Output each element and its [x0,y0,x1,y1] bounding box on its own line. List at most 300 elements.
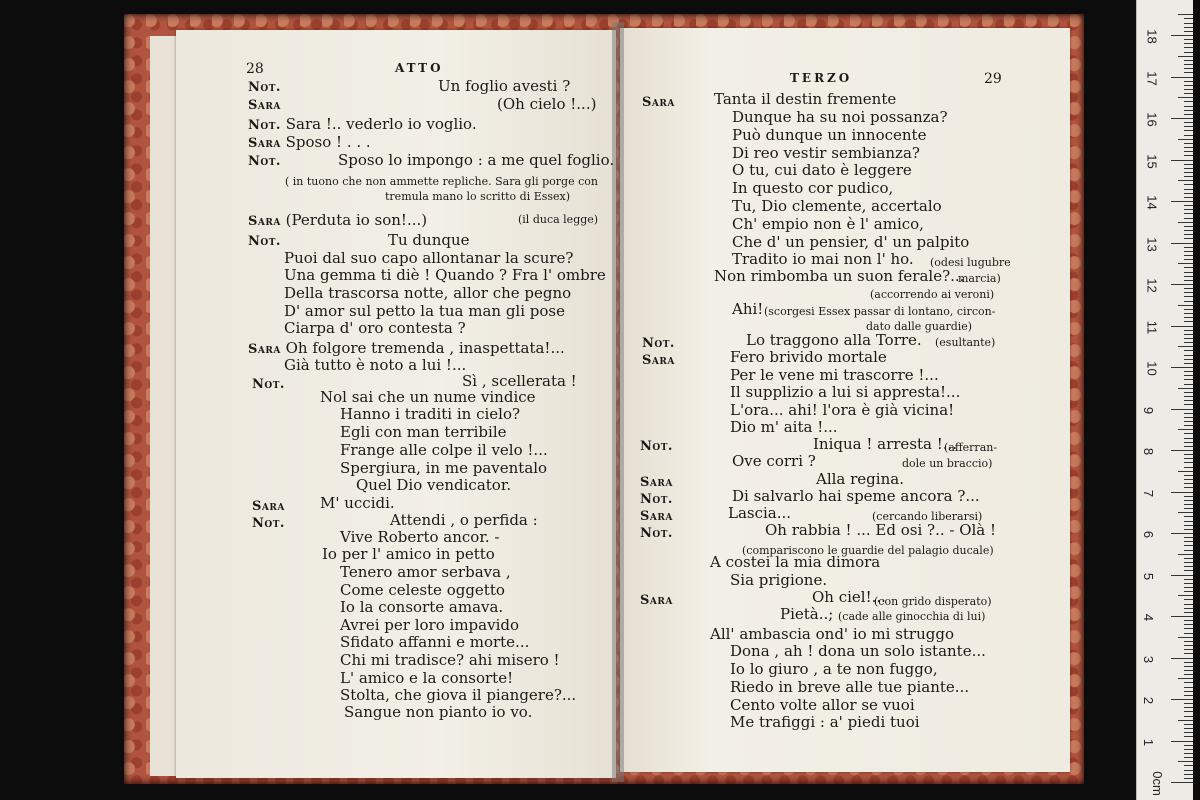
ruler-tick [1178,139,1193,140]
verse-line [340,529,499,546]
ruler-number: 16 [1144,112,1160,127]
ruler-tick [1184,330,1193,331]
ruler-tick [1184,72,1193,73]
speaker-name: Not. [252,377,285,392]
verse-line [340,617,519,634]
ruler-tick [1184,288,1193,289]
ruler-tick [1178,56,1193,57]
ruler-number: 13 [1144,236,1160,252]
ruler-number: 15 [1144,153,1160,169]
stage-direction-text: (odesi lugubre [930,256,1011,269]
verse-text: Avrei per loro impavido [340,616,519,634]
speaker-name: Sara [252,499,285,514]
ruler-tick [1184,400,1193,401]
stage-direction [838,607,985,625]
verse-line [284,303,565,320]
verse-text: Per le vene mi trascorre !... [730,366,939,384]
ruler-tick [1184,172,1193,173]
ruler-tick [1184,653,1193,654]
ruler-tick [1184,413,1193,414]
verse-line [732,453,816,470]
stage-direction [902,454,992,472]
verse-line [732,145,920,162]
ruler-tick [1178,554,1193,555]
right-page-header: TERZO [790,71,853,85]
verse-text: Me trafiggi : a' piedi tuoi [730,713,920,731]
ruler-tick [1184,147,1193,148]
ruler-tick [1171,699,1193,700]
ruler-tick [1184,433,1193,434]
ruler-number: 5 [1141,572,1157,580]
ruler-tick [1184,545,1193,546]
ruler-tick [1184,562,1193,563]
ruler-tick [1184,126,1193,127]
book-gutter [612,22,624,782]
ruler-tick [1184,645,1193,646]
ruler-tick [1184,234,1193,235]
ruler-tick [1184,649,1193,650]
ruler-number: 3 [1141,655,1157,663]
ruler-tick [1184,454,1193,455]
verse-text: Come celeste oggetto [340,581,505,599]
ruler-number: 12 [1144,278,1160,293]
ruler-tick [1184,404,1193,405]
ruler-tick [1171,77,1193,78]
stage-direction-text: (con grido disperato) [874,595,992,608]
verse-text: Riedo in breve alle tue piante... [730,678,970,696]
verse-text: Dio m' aita !... [730,418,838,436]
ruler-tick [1171,284,1193,285]
verse-text: Puoi dal suo capo allontanar la scure? [284,249,574,267]
ruler-tick [1184,774,1193,775]
ruler-tick [1184,695,1193,696]
verse-text: All' ambascia ond' io mi struggo [710,625,954,643]
verse-line [248,152,281,170]
stage-direction-text: (il duca legge) [518,213,599,226]
verse-text: Ove corri ? [732,452,816,470]
verse-line [710,626,954,643]
ruler-tick [1184,251,1193,252]
ruler-tick [1184,628,1193,629]
ruler-tick [1178,678,1193,679]
ruler-tick [1184,39,1193,40]
speaker-name: Not. [248,154,281,169]
verse-line [248,96,281,114]
ruler-tick [1184,425,1193,426]
stage-direction-text: dato dalle guardie) [866,320,973,333]
speaker-name: Sara [642,353,675,368]
ruler-tick [1171,409,1193,410]
verse-line [338,152,614,169]
verse-line [340,582,505,599]
ruler-tick [1178,305,1193,306]
verse-line [642,334,675,352]
ruler-tick [1184,770,1193,771]
ruler-tick [1184,313,1193,314]
verse-text: Dunque ha su noi possanza? [732,108,948,126]
ruler-tick [1184,703,1193,704]
speaker-name: Not. [640,439,673,454]
ruler-tick [1184,728,1193,729]
ruler-tick [1184,579,1193,580]
verse-line [340,442,548,459]
verse-line [732,162,912,179]
verse-text: Io per l' amico in petto [322,545,495,563]
ruler-tick [1178,388,1193,389]
verse-line [732,198,942,215]
stage-direction-text: (scorgesi Essex passar di lontano, circon- [764,305,996,318]
ruler-tick [1184,135,1193,136]
ruler-tick [1178,14,1193,15]
ruler-tick [1184,27,1193,28]
verse-line [642,351,675,369]
ruler-tick [1184,753,1193,754]
verse-line [340,687,576,704]
ruler-tick [1171,201,1193,202]
ruler-number: 8 [1141,447,1157,456]
verse-line [730,349,887,366]
ruler-tick [1184,43,1193,44]
ruler-tick [1184,566,1193,567]
ruler-tick [1171,492,1193,493]
ruler-tick [1171,450,1193,451]
verse-text: Tu dunque [388,231,470,249]
verse-text: Io lo giuro , a te non fuggo, [730,660,938,678]
ruler-tick [1184,110,1193,111]
verse-line [340,652,560,669]
verse-line [732,488,980,505]
verse-line [765,522,996,539]
verse-text: Spergiura, in me paventalo [340,459,548,477]
verse-text: Sì , scellerata ! [462,372,577,390]
ruler-tick [1184,496,1193,497]
verse-line [340,460,547,477]
ruler-tick [1184,238,1193,239]
verse-line [730,661,938,678]
verse-text: Frange alle colpe il velo !... [340,441,548,459]
ruler-tick [1184,184,1193,185]
ruler-tick [1184,624,1193,625]
ruler-tick [1171,533,1193,534]
stage-direction-text: (cercando liberarsi) [872,510,983,523]
ruler-tick [1184,226,1193,227]
verse-text: Non rimbomba un suon ferale?... [714,267,965,285]
ruler-number: 11 [1144,320,1160,334]
ruler-tick [1171,782,1193,783]
ruler-tick [1184,31,1193,32]
verse-line [730,679,969,696]
ruler-tick [1184,164,1193,165]
ruler-tick [1184,666,1193,667]
ruler-tick [1184,301,1193,302]
speaker-name: Sara [640,475,673,490]
verse-line [340,634,529,651]
verse-text: Della trascorsa notte, allor che pegno [284,284,572,302]
verse-text: Il supplizio a lui si appresta!... [730,383,961,401]
ruler-tick [1184,309,1193,310]
ruler-tick [1184,662,1193,663]
ruler-number: 0cm [1149,771,1165,796]
speaker-name: Sara [248,98,281,113]
verse-line [438,78,570,95]
verse-text: Alla regina. [816,470,904,488]
stage-direction [935,333,995,351]
ruler-tick [1184,363,1193,364]
verse-line [813,436,957,453]
ruler-tick [1184,583,1193,584]
stage-direction-text: (esultante) [935,336,996,349]
verse-line [732,301,763,318]
ruler-tick [1184,475,1193,476]
ruler-tick [1184,558,1193,559]
ruler-tick [1184,674,1193,675]
ruler-tick [1184,570,1193,571]
verse-text: Di salvarlo hai speme ancora ?... [732,487,980,505]
verse-line [714,268,964,285]
ruler-tick [1184,525,1193,526]
ruler-tick [1184,711,1193,712]
ruler-tick [1184,504,1193,505]
verse-line [732,180,893,197]
verse-line [640,437,673,455]
verse-text: Tu, Dio clemente, accertalo [732,197,942,215]
verse-text: Che d' un pensier, d' un palpito [732,233,970,251]
verse-line [248,232,281,250]
ruler-tick [1184,189,1193,190]
verse-text: Vive Roberto ancor. - [340,528,500,546]
ruler-tick [1184,334,1193,335]
ruler-tick [1184,438,1193,439]
verse-line [730,714,920,731]
ruler-tick [1184,687,1193,688]
ruler-tick [1171,367,1193,368]
verse-line [284,320,466,337]
ruler-tick [1184,68,1193,69]
ruler-tick [1184,765,1193,766]
ruler-tick [1184,396,1193,397]
ruler-tick [1184,272,1193,273]
speaker-name: Sara [248,342,281,357]
verse-text: Tanta il destin fremente [714,90,897,108]
verse-text: Attendi , o perfida : [390,511,538,529]
stage-direction-text: (afferran- [944,441,998,454]
verse-text: In questo cor pudico, [732,179,894,197]
verse-line [640,524,673,542]
ruler-tick [1184,587,1193,588]
verse-line [780,606,833,623]
ruler-tick [1184,724,1193,725]
ruler-tick [1184,757,1193,758]
ruler-tick [1184,375,1193,376]
ruler-tick [1184,23,1193,24]
verse-text: Ch' empio non è l' amico, [732,215,924,233]
ruler-tick [1184,417,1193,418]
ruler-tick [1184,52,1193,53]
verse-text: Già tutto è noto a lui !... [284,356,467,374]
verse-text: Sangue non pianto io vo. [344,703,533,721]
verse-text: Ahi! [732,300,764,318]
ruler-tick [1184,778,1193,779]
ruler-tick [1184,550,1193,551]
verse-text: Quel Dio vendicator. [356,476,512,494]
ruler-number: 18 [1144,29,1160,44]
verse-line [730,643,986,660]
verse-line [816,471,904,488]
ruler-tick [1184,317,1193,318]
verse-line [390,512,538,529]
verse-line [248,134,371,152]
verse-text: Fero brivido mortale [730,348,887,366]
speaker-name: Sara [640,593,673,608]
verse-text: Tradito io mai non l' ho. [732,250,914,268]
verse-line [732,109,948,126]
verse-text: Sfidato affanni e morte... [340,633,530,651]
ruler-tick [1184,620,1193,621]
verse-line [730,384,960,401]
verse-text: Sposo ! . . . [285,133,371,151]
ruler-tick [1178,222,1193,223]
ruler-tick [1171,160,1193,161]
verse-line [388,232,470,249]
ruler-tick [1184,93,1193,94]
verse-text: Sara !.. vederlo io voglio. [285,115,477,133]
verse-text: Sposo lo impongo : a me quel foglio. [338,151,615,169]
ruler-tick [1184,267,1193,268]
ruler-tick [1184,591,1193,592]
ruler-tick [1184,130,1193,131]
ruler-tick [1184,106,1193,107]
verse-line [640,507,673,525]
ruler-tick [1184,745,1193,746]
ruler-tick [1184,230,1193,231]
verse-line [732,234,969,251]
ruler-tick [1184,205,1193,206]
verse-text: Di reo vestir sembianza? [732,144,920,162]
verse-line [710,554,880,571]
ruler-tick [1171,658,1193,659]
verse-line [642,93,675,111]
stage-direction-text: tremula mano lo scritto di Essex) [385,190,571,203]
ruler-tick [1184,670,1193,671]
verse-text: (Oh cielo !...) [497,95,597,113]
verse-text: Ciarpa d' oro contesta ? [284,319,466,337]
ruler-tick [1171,35,1193,36]
verse-text: Chi mi tradisce? ahi misero ! [340,651,560,669]
ruler-tick [1184,479,1193,480]
ruler-tick [1184,209,1193,210]
ruler-tick [1184,122,1193,123]
ruler-tick [1171,616,1193,617]
speaker-name: Not. [252,516,285,531]
verse-text: Oh ciel!... [812,588,886,606]
verse-line [252,497,285,515]
ruler-tick [1184,168,1193,169]
ruler-tick [1184,338,1193,339]
speaker-name: Sara [640,509,673,524]
verse-text: Nol sai che un nume vindice [320,388,536,406]
verse-text: L'ora... ahi! l'ora è già vicina! [730,401,955,419]
ruler-tick [1184,462,1193,463]
stage-direction [870,285,994,303]
verse-line [252,375,285,393]
ruler-number: 10 [1144,361,1160,376]
ruler-tick [1184,508,1193,509]
speaker-name: Not. [642,336,675,351]
ruler-tick [1184,732,1193,733]
ruler-tick [1184,143,1193,144]
ruler-tick [1184,483,1193,484]
verse-line [497,96,596,113]
ruler-tick [1184,342,1193,343]
ruler-tick [1184,60,1193,61]
verse-text: Lo traggono alla Torre. [746,331,922,349]
verse-line [340,424,507,441]
ruler-tick [1178,720,1193,721]
verse-line [340,670,513,687]
ruler-tick [1184,292,1193,293]
ruler-tick [1184,707,1193,708]
ruler-tick [1184,529,1193,530]
ruler-tick [1184,736,1193,737]
verse-line [640,591,673,609]
stage-direction [385,187,570,205]
ruler-tick [1184,89,1193,90]
verse-text: Pietà..; [780,605,834,623]
verse-line [730,367,939,384]
speaker-name: Sara [248,136,281,151]
speaker-name: Not. [640,492,673,507]
ruler-tick [1178,97,1193,98]
verse-line [320,495,395,512]
ruler-tick [1184,442,1193,443]
ruler-tick [1184,47,1193,48]
speaker-name: Not. [248,118,281,133]
ruler-tick [1184,421,1193,422]
verse-text: Iniqua ! arresta !... [813,435,958,453]
verse-line [730,419,838,436]
measuring-ruler [1136,0,1193,800]
verse-text: O tu, cui dato è leggere [732,161,912,179]
verse-line [340,564,511,581]
ruler-tick [1184,213,1193,214]
verse-line [730,697,915,714]
verse-text: Cento volte allor se vuoi [730,696,915,714]
stage-direction-text: (accorrendo ai veroni) [870,288,995,301]
stage-direction-text: (cade alle ginocchia di lui) [838,610,986,623]
verse-line [284,357,466,374]
verse-text: A costei la mia dimora [710,553,881,571]
ruler-number: 7 [1141,489,1157,497]
verse-line [322,546,495,563]
verse-line [640,473,673,491]
verse-line [714,91,896,108]
speaker-name: Not. [640,526,673,541]
ruler-tick [1184,176,1193,177]
verse-text: Stolta, che giova il piangere?... [340,686,577,704]
verse-text: Una gemma ti diè ! Quando ? Fra l' ombre [284,266,606,284]
ruler-number: 1 [1141,738,1157,746]
ruler-tick [1184,487,1193,488]
verse-line [356,477,511,494]
verse-text: Io la consorte amava. [340,598,504,616]
ruler-tick [1178,512,1193,513]
ruler-tick [1184,197,1193,198]
ruler-tick [1184,608,1193,609]
verse-line [730,572,827,589]
stage-direction [518,210,598,228]
verse-line [732,216,924,233]
ruler-number: 17 [1144,70,1160,86]
